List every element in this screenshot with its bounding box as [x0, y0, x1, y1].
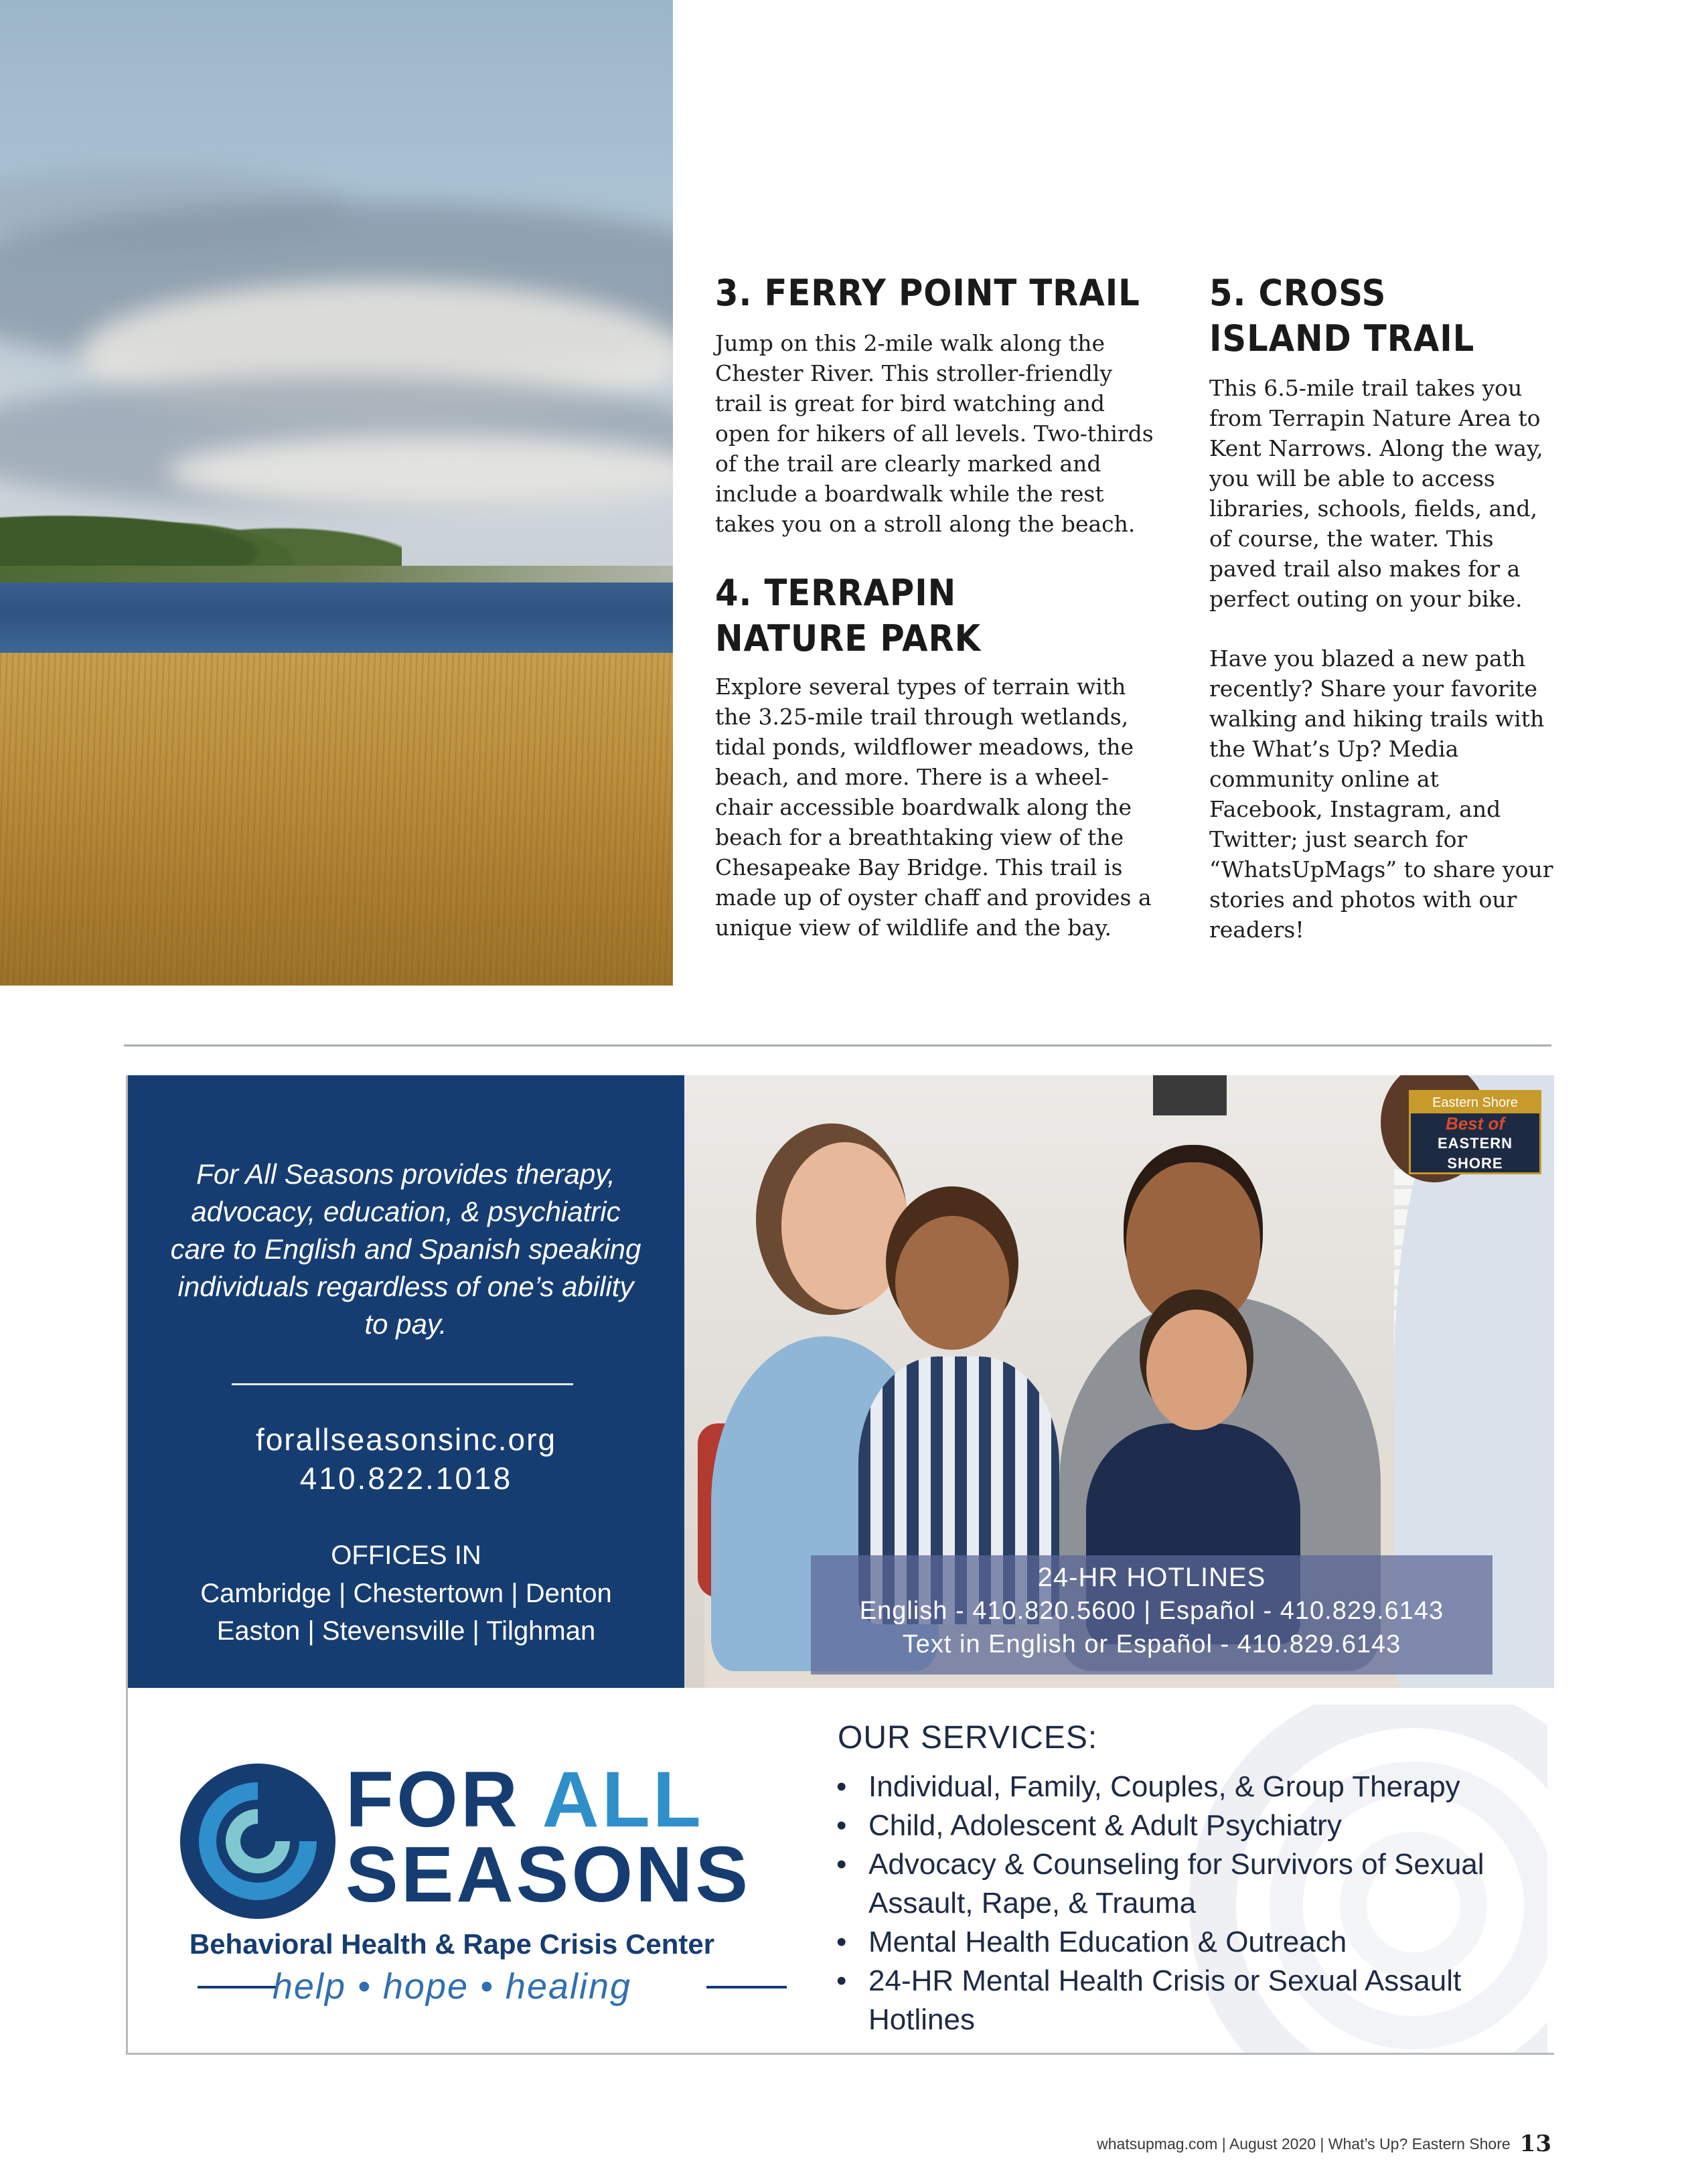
- brand-motto: help • hope • healing: [272, 1966, 632, 2007]
- section-divider: [124, 1044, 1551, 1046]
- offices-line-1: Cambridge | Chestertown | Denton: [200, 1579, 612, 1608]
- offices-heading: OFFICES IN: [331, 1541, 481, 1570]
- section-body-cross-island: This 6.5-mile trail takes you from Terrapin Nature Area to Kent Narrows. Along the way, you will be able to access libraries, schools, fields, and, of course, the water. This paved trail also makes for a perfect outing on your bike.: [1209, 375, 1543, 612]
- services-list: [831, 1768, 1527, 2039]
- service-item: • Individual, Family, Couples, & Group Therapy: [831, 1768, 1527, 1806]
- brand-tagline: Behavioral Health & Rape Crisis Center: [189, 1928, 715, 1960]
- wall-frame: [1153, 1075, 1227, 1115]
- section-title-cross-island: 5. CROSS ISLAND TRAIL: [1209, 272, 1475, 360]
- mother-head: [781, 1142, 909, 1310]
- service-item: • Advocacy & Counseling for Survivors of Sexual Assault, Rape, & Trauma: [831, 1845, 1527, 1923]
- ad-intro-text: For All Seasons provides therapy, advocacy, education, & psychiatric care to English and Spanish speaking individuals regardless of one’s ability to pay.: [170, 1158, 641, 1340]
- closing-paragraph: Have you blazed a new path recently? Share your favorite walking and hiking trails with the What’s Up? Media community online at Facebook, Instagram, and Twitter; just search for “WhatsUpMags” to share your stories and photos with our readers!: [1209, 645, 1553, 943]
- best-of-eastern-shore-badge: [1409, 1090, 1541, 1174]
- marsh-grass: [0, 653, 673, 986]
- father-head: [1126, 1162, 1260, 1330]
- ad-website[interactable]: forallseasonsinc.org: [255, 1422, 557, 1457]
- ad-info-panel: [128, 1075, 684, 1688]
- hotlines-heading: 24-HR HOTLINES: [1037, 1563, 1266, 1592]
- services-heading: OUR SERVICES:: [838, 1720, 1098, 1756]
- page-footer: [1097, 2130, 1551, 2157]
- wave-logo-icon: [180, 1764, 335, 1919]
- badge-bottom-text: EASTERN SHORE: [1437, 1135, 1513, 1172]
- service-item: • Mental Health Education & Outreach: [831, 1923, 1527, 1962]
- son-head: [1146, 1310, 1247, 1430]
- section-body-ferry-point: Jump on this 2-mile walk along the Chester River. This stroller-friendly trail is great for bird watching and open for hikers of all levels. Two-thirds of the trail are clearly marked and include a boardwalk while the rest takes you on a stroll along the beach.: [715, 330, 1154, 537]
- page-number: 13: [1519, 2130, 1551, 2157]
- offices-list: [128, 1575, 684, 1650]
- brand-line-1: [346, 1757, 704, 1843]
- river-water: [0, 582, 673, 656]
- brand-word-for: FOR: [346, 1756, 521, 1844]
- badge-top-text: Eastern Shore: [1411, 1092, 1539, 1113]
- motto-dash-right: [706, 1986, 787, 1988]
- service-item: • Child, Adolescent & Adult Psychiatry: [831, 1806, 1527, 1845]
- section-body-terrapin: Explore several types of terrain with the 3.25-mile trail through wetlands, tidal ponds, wildflower meadows, the beach, and more. There is a wheel-chair accessible boardwalk along the beach for a breathtaking view of the Chesapeake Bay Bridge. This trail is made up of oyster chaff and provides a unique view of wildlife and the bay.: [715, 674, 1152, 941]
- hotlines-voice: English - 410.820.5600 | Español - 410.829.6143: [859, 1597, 1444, 1625]
- service-item: • 24-HR Mental Health Crisis or Sexual Assault Hotlines: [831, 1962, 1527, 2039]
- ad-phone[interactable]: 410.822.1018: [299, 1461, 513, 1496]
- for-all-seasons-ad: [126, 1075, 1554, 2055]
- section-title-ferry-point: 3. FERRY POINT TRAIL: [715, 272, 1140, 314]
- marsh-landscape-photo: [0, 0, 673, 986]
- offices-line-2: Easton | Stevensville | Tilghman: [216, 1616, 596, 1646]
- brand-word-seasons: SEASONS: [346, 1830, 751, 1919]
- footer-text: whatsupmag.com | August 2020 | What’s Up? Eastern Shore: [1097, 2135, 1511, 2153]
- child-head: [895, 1216, 1009, 1350]
- ad-divider: [232, 1383, 573, 1385]
- badge-mid-text: Best of: [1445, 1113, 1505, 1134]
- brand-word-all: ALL: [542, 1756, 704, 1844]
- hotlines-box: [811, 1555, 1493, 1674]
- section-title-terrapin: 4. TERRAPIN NATURE PARK: [715, 572, 982, 659]
- hotlines-text: Text in English or Español - 410.829.6143: [902, 1630, 1401, 1658]
